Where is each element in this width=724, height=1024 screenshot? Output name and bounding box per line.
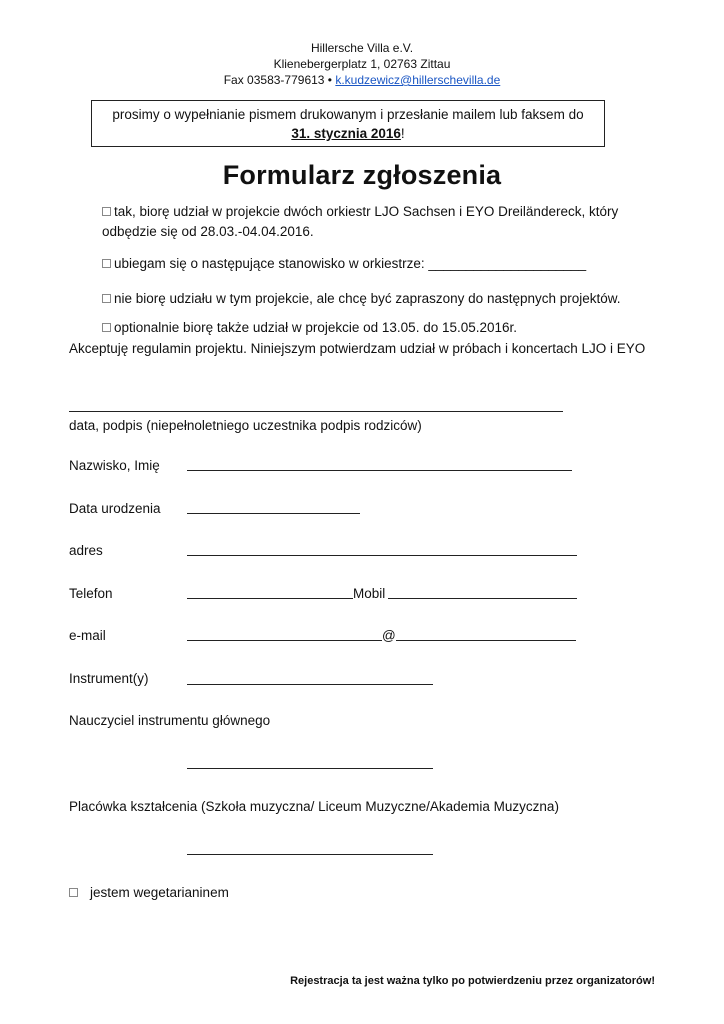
phone-label: Telefon [69, 586, 113, 601]
option-participate-line1: tak, biorę udział w projekcie dwóch orkiestr LJO Sachsen i EYO Dreiländereck, który [114, 204, 619, 219]
option-participate-line2: odbędzie się od 28.03.-04.04.2016. [102, 224, 314, 239]
option-not-participating-text: nie biorę udziału w tym projekcie, ale chcę być zapraszony do następnych projektów. [114, 291, 621, 306]
option-position[interactable] [102, 254, 586, 274]
phone-field[interactable] [187, 598, 353, 599]
vegetarian-option[interactable] [69, 885, 229, 900]
notice-text: prosimy o wypełnianie pismem drukowanym i przesłanie mailem lub faksem do [112, 107, 584, 122]
teacher-label: Nauczyciel instrumentu głównego [69, 713, 271, 728]
footer-note: Rejestracja ta jest ważna tylko po potwierdzeniu przez organizatorów! [290, 975, 655, 987]
at-sign: @ [382, 628, 396, 643]
signature-caption: data, podpis (niepełnoletniego uczestnika podpis rodziców) [69, 418, 422, 433]
school-label: Placówka kształcenia (Szkoła muzyczna/ Liceum Muzyczne/Akademia Muzyczna) [69, 799, 559, 814]
birth-field[interactable] [187, 513, 360, 514]
checkbox-not-participating[interactable] [102, 294, 111, 303]
acceptance-text: Akceptuję regulamin projektu. Niniejszym potwierdzam udział w próbach i koncertach LJO i EYO [69, 341, 646, 356]
email-user-field[interactable] [187, 640, 382, 641]
fax-number: Fax 03583-779613 • [223, 73, 332, 87]
email-domain-field[interactable] [396, 640, 576, 641]
email-link[interactable]: k.kudzewicz@hillerschevilla.de [335, 73, 501, 87]
vegetarian-label: jestem wegetarianinem [90, 885, 229, 900]
instrument-field[interactable] [187, 684, 433, 685]
signature-line[interactable] [69, 411, 563, 412]
checkbox-vegetarian[interactable] [69, 888, 78, 897]
notice-deadline-row [92, 124, 604, 143]
org-address: Klienebergerplatz 1, 02763 Zittau [273, 57, 451, 71]
notice-box [91, 100, 605, 147]
email-label: e-mail [69, 628, 106, 643]
option-optional-text: optionalnie biorę także udział w projekcie od 13.05. do 15.05.2016r. [114, 320, 518, 335]
address-label: adres [69, 543, 103, 558]
checkbox-participate[interactable] [102, 207, 111, 216]
address-field[interactable] [187, 555, 577, 556]
mobile-label: Mobil [353, 586, 386, 601]
option-participate[interactable] [102, 202, 618, 222]
checkbox-position[interactable] [102, 259, 111, 268]
option-not-participating[interactable] [102, 289, 621, 309]
option-position-text: ubiegam się o następujące stanowisko w orkiestrze: _____________________ [114, 256, 587, 271]
instrument-label: Instrument(y) [69, 671, 149, 686]
birth-label: Data urodzenia [69, 501, 161, 516]
form-title: Formularz zgłoszenia [222, 160, 502, 190]
option-optional[interactable] [102, 318, 517, 338]
school-field[interactable] [187, 854, 433, 855]
org-contact [0, 72, 724, 88]
teacher-field[interactable] [187, 768, 433, 769]
org-name: Hillersche Villa e.V. [310, 41, 414, 55]
notice-deadline: 31. stycznia 2016 [291, 126, 401, 141]
notice-suffix: ! [400, 126, 405, 141]
mobile-field[interactable] [388, 598, 577, 599]
name-field[interactable] [187, 470, 572, 471]
name-label: Nazwisko, Imię [69, 458, 160, 473]
checkbox-optional[interactable] [102, 323, 111, 332]
